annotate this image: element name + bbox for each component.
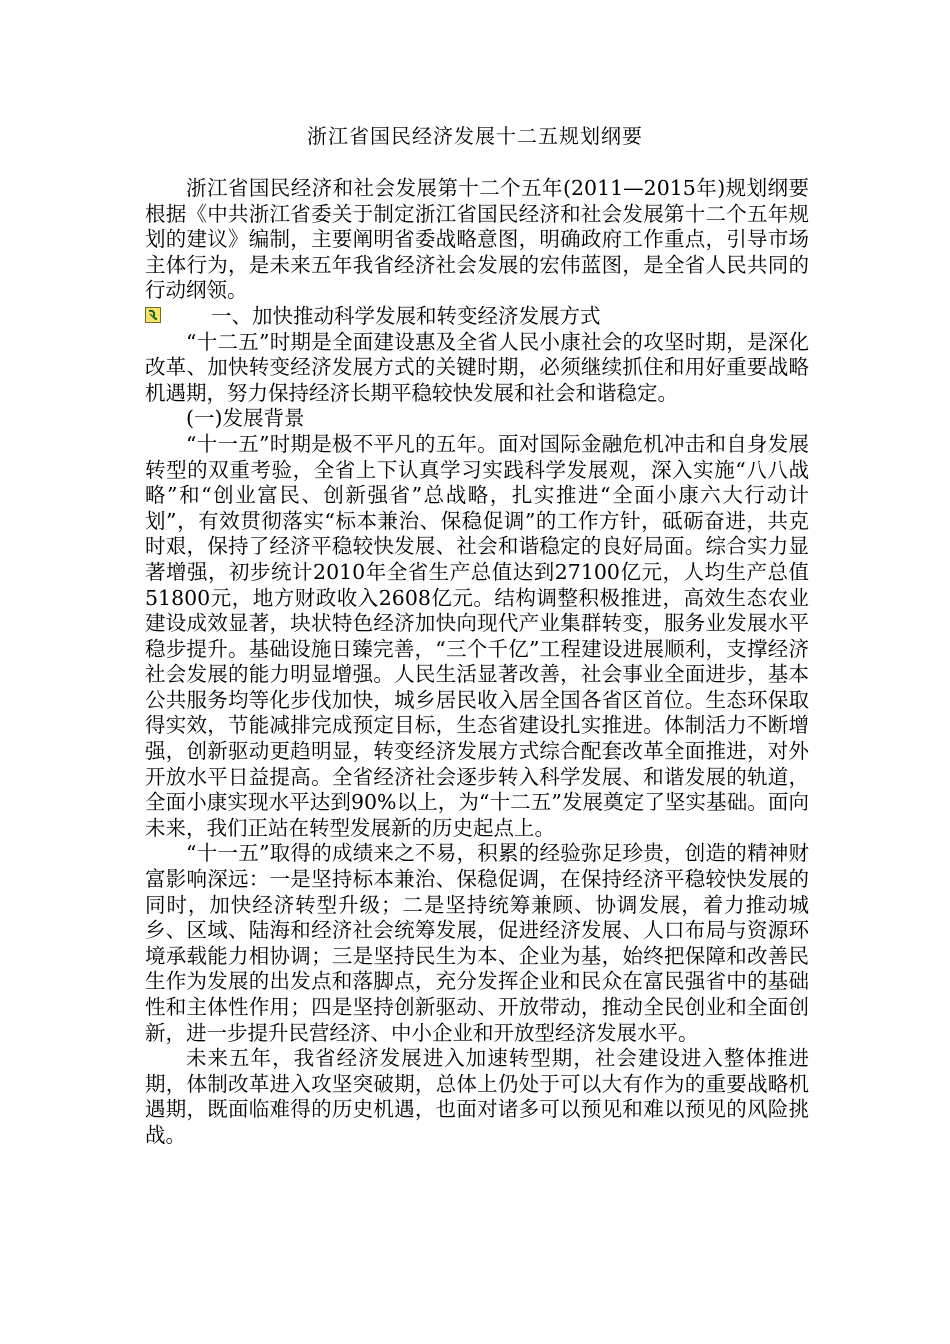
body-paragraph: “十一五”取得的成绩来之不易，积累的经验弥足珍贵，创造的精神财富影响深远：一是坚持标本兼治、保稳促调，在保持经济平稳较快发展的同时，加快经济转型升级；二是坚持统筹兼顾、协调发展，着力推动城乡、区域、陆海和经济社会统筹发展，促进经济发展、人口布局与资源环境承载能力相协调；三是坚持民生为本、企业为基，始终把保障和改善民生作为发展的出发点和落脚点，充分发挥企业和民众在富民强省中的基础性和主体性作用；四是坚持创新驱动、开放带动，推动全民创业和全面创新，进一步提升民营经济、中小企业和开放型经济发展水平。 xyxy=(145,841,809,1045)
document-title: 浙江省国民经济发展十二五规划纲要 xyxy=(307,124,643,148)
body-paragraph: “十一五”时期是极不平凡的五年。面对国际金融危机冲击和自身发展转型的双重考验，全省上下认真学习实践科学发展观，深入实施“八八战略”和“创业富民、创新强省”总战略，扎实推进“全面小康六大行动计划”，有效贯彻落实“标本兼治、保稳促调”的工作方针，砥砺奋进，共克时艰，保持了经济平稳较快发展、社会和谐稳定的良好局面。综合实力显著增强，初步统计2010年全省生产总值达到27100亿元，人均生产总值51800元，地方财政收入2608亿元。结构调整积极推进，高效生态农业建设成效显著，块状特色经济加快向现代产业集群转变，服务业发展水平稳步提升。基础设施日臻完善，“三个千亿”工程建设进展顺利，支撑经济社会发展的能力明显增强。人民生活显著改善，社会事业全面进步，基本公共服务均等化步伐加快，城乡居民收入居全国各省区首位。生态环保取得实效，节能减排完成预定目标，生态省建设扎实推进。体制活力不断增强，创新驱动更趋明显，转变经济发展方式综合配套改革全面推进，对外开放水平日益提高。全省经济社会逐步转入科学发展、和谐发展的轨道，全面小康实现水平达到90%以上，为“十二五”发展奠定了坚实基础。面向未来，我们正站在转型发展新的历史起点上。 xyxy=(145,431,809,840)
document-link-icon[interactable] xyxy=(145,307,161,323)
subsection-heading: (一)发展背景 xyxy=(186,406,305,431)
body-paragraph: 未来五年，我省经济发展进入加速转型期，社会建设进入整体推进期，体制改革进入攻坚突破期，总体上仍处于可以大有作为的重要战略机遇期，既面临难得的历史机遇，也面对诸多可以预见和难以预见的风险挑战。 xyxy=(145,1046,809,1147)
section-heading: 一、加快推动科学发展和转变经济发展方式 xyxy=(211,303,601,328)
document-body xyxy=(145,176,809,1149)
intro-paragraph: 浙江省国民经济和社会发展第十二个五年(2011—2015年)规划纲要根据《中共浙江省委关于制定浙江省国民经济和社会发展第十二个五年规划的建议》编制，主要阐明省委战略意图，明确政府工作重点，引导市场主体行为，是未来五年我省经济社会发展的宏伟蓝图，是全省人民共同的行动纲领。 xyxy=(145,176,809,303)
section-paragraph: “十二五”时期是全面建设惠及全省人民小康社会的攻坚时期，是深化改革、加快转变经济发展方式的关键时期，必须继续抓住和用好重要战略机遇期，努力保持经济长期平稳较快发展和社会和谐稳定。 xyxy=(145,329,809,405)
section-heading-row xyxy=(145,304,809,330)
